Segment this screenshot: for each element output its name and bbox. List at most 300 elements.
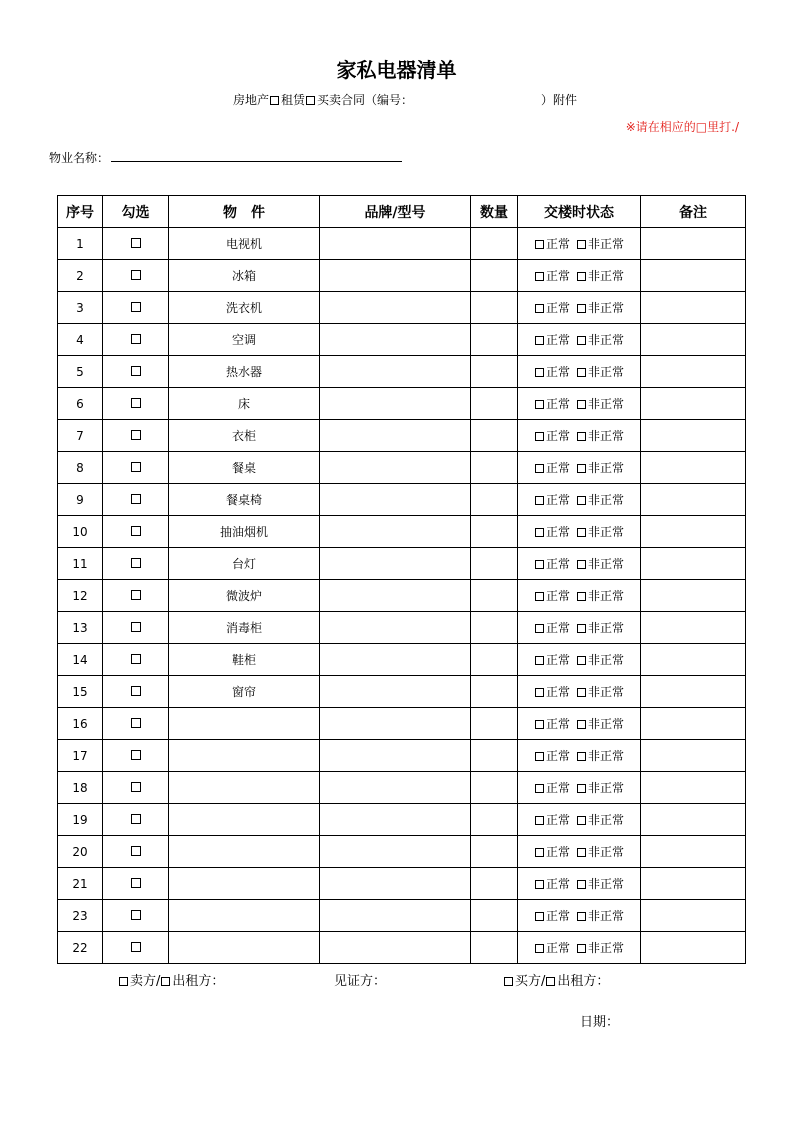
row-checkbox[interactable] [131,654,141,664]
table-row [58,420,746,452]
normal-checkbox[interactable] [535,784,544,793]
row-remarks-cell[interactable] [641,292,746,324]
instruction-note: ※请在相应的□里打./ [625,120,739,134]
row-qty-cell[interactable] [471,804,518,836]
row-item [169,836,320,868]
row-check-cell [103,644,169,676]
row-brand-cell[interactable] [320,388,471,420]
abnormal-checkbox[interactable] [577,944,586,953]
status-abnormal-label: 非正常 [588,397,625,411]
row-status-cell [518,644,641,676]
row-checkbox[interactable] [131,334,141,344]
row-qty-cell[interactable] [471,932,518,964]
row-status-cell [518,900,641,932]
table-row [58,644,746,676]
row-number: 10 [58,516,103,548]
row-qty-cell[interactable] [471,452,518,484]
header-no: 序号 [58,196,103,228]
table-row [58,868,746,900]
row-check-cell [103,772,169,804]
row-status-cell [518,228,641,260]
row-check-cell [103,932,169,964]
abnormal-checkbox[interactable] [577,240,586,249]
row-brand-cell[interactable] [320,260,471,292]
property-name-field[interactable] [111,149,402,162]
row-check-cell [103,484,169,516]
row-brand-cell[interactable] [320,228,471,260]
row-brand-cell[interactable] [320,900,471,932]
row-item: 消毒柜 [169,612,320,644]
row-remarks-cell[interactable] [641,644,746,676]
row-qty-cell[interactable] [471,580,518,612]
status-normal-label: 正常 [545,557,570,571]
row-remarks-cell[interactable] [641,804,746,836]
status-abnormal-label: 非正常 [588,845,625,859]
status-normal-label: 正常 [545,621,570,635]
row-item: 餐桌 [169,452,320,484]
row-status-cell [518,868,641,900]
header-item: 物 件 [169,196,320,228]
row-status-cell [518,740,641,772]
row-checkbox[interactable] [131,398,141,408]
status-abnormal-label: 非正常 [588,301,625,315]
seller-label-b: 出租方： [172,974,225,989]
row-checkbox[interactable] [131,750,141,760]
abnormal-checkbox[interactable] [577,368,586,377]
sale-checkbox[interactable] [306,96,315,105]
row-check-cell [103,228,169,260]
table-row [58,452,746,484]
row-remarks-cell[interactable] [641,580,746,612]
row-brand-cell[interactable] [320,676,471,708]
row-status-cell [518,260,641,292]
row-check-cell [103,708,169,740]
row-number: 15 [58,676,103,708]
row-status-cell [518,484,641,516]
row-checkbox[interactable] [131,270,141,280]
row-status-cell [518,420,641,452]
normal-checkbox[interactable] [535,272,544,281]
row-item: 洗衣机 [169,292,320,324]
normal-checkbox[interactable] [535,720,544,729]
row-number: 19 [58,804,103,836]
inventory-table [57,195,746,964]
status-abnormal-label: 非正常 [588,653,625,667]
table-row [58,484,746,516]
row-check-cell [103,260,169,292]
row-remarks-cell[interactable] [641,708,746,740]
row-number: 13 [58,612,103,644]
row-check-cell [103,900,169,932]
row-checkbox[interactable] [131,526,141,536]
row-item [169,708,320,740]
row-remarks-cell[interactable] [641,740,746,772]
row-item: 电视机 [169,228,320,260]
row-remarks-cell[interactable] [641,932,746,964]
row-item: 微波炉 [169,580,320,612]
row-number: 22 [58,932,103,964]
row-number: 18 [58,772,103,804]
row-status-cell [518,292,641,324]
row-qty-cell[interactable] [471,868,518,900]
row-brand-cell[interactable] [320,484,471,516]
row-brand-cell[interactable] [320,292,471,324]
row-number: 7 [58,420,103,452]
row-remarks-cell[interactable] [641,612,746,644]
abnormal-checkbox[interactable] [577,336,586,345]
abnormal-checkbox[interactable] [577,688,586,697]
table-row [58,804,746,836]
row-number: 21 [58,868,103,900]
row-check-cell [103,740,169,772]
status-normal-label: 正常 [545,845,570,859]
buyer-checkbox[interactable] [504,977,513,986]
row-item: 台灯 [169,548,320,580]
subtitle-opt2: 买卖合同（编号： [317,93,414,107]
abnormal-checkbox[interactable] [577,880,586,889]
status-normal-label: 正常 [545,909,570,923]
row-brand-cell[interactable] [320,836,471,868]
row-qty-cell[interactable] [471,356,518,388]
row-item: 抽油烟机 [169,516,320,548]
abnormal-checkbox[interactable] [577,560,586,569]
status-normal-label: 正常 [545,237,570,251]
row-check-cell [103,804,169,836]
row-check-cell [103,420,169,452]
row-remarks-cell[interactable] [641,484,746,516]
row-checkbox[interactable] [131,878,141,888]
table-row [58,388,746,420]
table-row [58,900,746,932]
lessor-checkbox[interactable] [161,977,170,986]
row-qty-cell[interactable] [471,548,518,580]
row-remarks-cell[interactable] [641,676,746,708]
normal-checkbox[interactable] [535,624,544,633]
row-checkbox[interactable] [131,558,141,568]
row-brand-cell[interactable] [320,772,471,804]
row-remarks-cell[interactable] [641,868,746,900]
row-check-cell [103,324,169,356]
abnormal-checkbox[interactable] [577,656,586,665]
subtitle-prefix: 房地产 [233,93,270,107]
abnormal-checkbox[interactable] [577,592,586,601]
normal-checkbox[interactable] [535,656,544,665]
normal-checkbox[interactable] [535,560,544,569]
row-check-cell [103,388,169,420]
row-qty-cell[interactable] [471,388,518,420]
normal-checkbox[interactable] [535,688,544,697]
status-abnormal-label: 非正常 [588,237,625,251]
row-item [169,804,320,836]
row-checkbox[interactable] [131,590,141,600]
row-status-cell [518,772,641,804]
row-remarks-cell[interactable] [641,548,746,580]
row-checkbox[interactable] [131,366,141,376]
row-checkbox[interactable] [131,462,141,472]
subtitle-suffix: ）附件 [541,93,578,107]
row-remarks-cell[interactable] [641,420,746,452]
seller-signature [118,973,224,991]
status-normal-label: 正常 [545,525,570,539]
row-remarks-cell[interactable] [641,388,746,420]
table-row [58,676,746,708]
normal-checkbox[interactable] [535,848,544,857]
row-status-cell [518,676,641,708]
row-remarks-cell[interactable] [641,772,746,804]
row-remarks-cell[interactable] [641,260,746,292]
row-qty-cell[interactable] [471,228,518,260]
row-number: 1 [58,228,103,260]
row-checkbox[interactable] [131,238,141,248]
row-checkbox[interactable] [131,494,141,504]
row-checkbox[interactable] [131,910,141,920]
table-row [58,708,746,740]
row-brand-cell[interactable] [320,324,471,356]
row-remarks-cell[interactable] [641,452,746,484]
status-abnormal-label: 非正常 [588,781,625,795]
status-normal-label: 正常 [545,749,570,763]
abnormal-checkbox[interactable] [577,816,586,825]
table-row [58,612,746,644]
status-normal-label: 正常 [545,781,570,795]
status-abnormal-label: 非正常 [588,749,625,763]
row-brand-cell[interactable] [320,420,471,452]
status-normal-label: 正常 [545,653,570,667]
row-item [169,868,320,900]
table-row [58,260,746,292]
witness-signature: 见证方： [334,974,387,989]
normal-checkbox[interactable] [535,880,544,889]
normal-checkbox[interactable] [535,368,544,377]
status-abnormal-label: 非正常 [588,941,625,955]
table-row [58,292,746,324]
normal-checkbox[interactable] [535,752,544,761]
row-remarks-cell[interactable] [641,356,746,388]
normal-checkbox[interactable] [535,400,544,409]
status-normal-label: 正常 [545,461,570,475]
abnormal-checkbox[interactable] [577,272,586,281]
abnormal-checkbox[interactable] [577,464,586,473]
row-status-cell [518,452,641,484]
abnormal-checkbox[interactable] [577,400,586,409]
seller-checkbox[interactable] [119,977,128,986]
row-status-cell [518,580,641,612]
row-number: 8 [58,452,103,484]
row-qty-cell[interactable] [471,708,518,740]
row-status-cell [518,548,641,580]
row-checkbox[interactable] [131,430,141,440]
row-remarks-cell[interactable] [641,516,746,548]
row-check-cell [103,292,169,324]
status-normal-label: 正常 [545,941,570,955]
header-check: 勾选 [103,196,169,228]
row-number: 11 [58,548,103,580]
row-number: 6 [58,388,103,420]
row-checkbox[interactable] [131,718,141,728]
table-row [58,228,746,260]
row-qty-cell[interactable] [471,612,518,644]
abnormal-checkbox[interactable] [577,720,586,729]
row-qty-cell[interactable] [471,292,518,324]
row-qty-cell[interactable] [471,516,518,548]
row-status-cell [518,612,641,644]
row-remarks-cell[interactable] [641,836,746,868]
date-label: 日期： [580,1015,620,1030]
row-item [169,740,320,772]
status-abnormal-label: 非正常 [588,333,625,347]
row-number: 2 [58,260,103,292]
row-brand-cell[interactable] [320,580,471,612]
status-normal-label: 正常 [545,717,570,731]
abnormal-checkbox[interactable] [577,304,586,313]
status-abnormal-label: 非正常 [588,813,625,827]
status-normal-label: 正常 [545,333,570,347]
row-check-cell [103,356,169,388]
row-brand-cell[interactable] [320,612,471,644]
row-checkbox[interactable] [131,782,141,792]
row-qty-cell[interactable] [471,900,518,932]
row-brand-cell[interactable] [320,452,471,484]
row-number: 12 [58,580,103,612]
row-check-cell [103,548,169,580]
buyer-signature [503,973,609,991]
table-row [58,356,746,388]
row-brand-cell[interactable] [320,516,471,548]
contract-subtitle [233,92,577,108]
row-brand-cell[interactable] [320,868,471,900]
page-title: 家私电器清单 [336,58,457,82]
table-row [58,836,746,868]
row-status-cell [518,516,641,548]
normal-checkbox[interactable] [535,336,544,345]
normal-checkbox[interactable] [535,592,544,601]
header-status: 交楼时状态 [518,196,641,228]
status-abnormal-label: 非正常 [588,877,625,891]
row-brand-cell[interactable] [320,804,471,836]
row-remarks-cell[interactable] [641,324,746,356]
abnormal-checkbox[interactable] [577,912,586,921]
row-check-cell [103,676,169,708]
normal-checkbox[interactable] [535,816,544,825]
row-remarks-cell[interactable] [641,228,746,260]
abnormal-checkbox[interactable] [577,528,586,537]
row-number: 3 [58,292,103,324]
row-checkbox[interactable] [131,846,141,856]
row-qty-cell[interactable] [471,772,518,804]
abnormal-checkbox[interactable] [577,784,586,793]
normal-checkbox[interactable] [535,912,544,921]
row-qty-cell[interactable] [471,484,518,516]
row-number: 23 [58,900,103,932]
normal-checkbox[interactable] [535,240,544,249]
seller-label-a: 卖方/ [130,974,161,989]
row-qty-cell[interactable] [471,324,518,356]
normal-checkbox[interactable] [535,304,544,313]
status-abnormal-label: 非正常 [588,589,625,603]
row-item: 窗帘 [169,676,320,708]
row-qty-cell[interactable] [471,836,518,868]
row-status-cell [518,356,641,388]
abnormal-checkbox[interactable] [577,432,586,441]
row-checkbox[interactable] [131,814,141,824]
normal-checkbox[interactable] [535,528,544,537]
status-normal-label: 正常 [545,589,570,603]
normal-checkbox[interactable] [535,944,544,953]
status-normal-label: 正常 [545,301,570,315]
row-number: 9 [58,484,103,516]
status-normal-label: 正常 [545,813,570,827]
property-name-label: 物业名称： [49,151,110,165]
property-name-row [49,149,402,166]
row-status-cell [518,836,641,868]
abnormal-checkbox[interactable] [577,848,586,857]
table-row [58,516,746,548]
row-checkbox[interactable] [131,686,141,696]
row-qty-cell[interactable] [471,644,518,676]
subtitle-opt1: 租赁 [281,93,306,107]
status-normal-label: 正常 [545,877,570,891]
normal-checkbox[interactable] [535,496,544,505]
row-qty-cell[interactable] [471,740,518,772]
lessee-checkbox[interactable] [546,977,555,986]
abnormal-checkbox[interactable] [577,496,586,505]
header-brand: 品牌/型号 [320,196,471,228]
lease-checkbox[interactable] [270,96,279,105]
status-abnormal-label: 非正常 [588,525,625,539]
status-normal-label: 正常 [545,397,570,411]
row-brand-cell[interactable] [320,548,471,580]
row-qty-cell[interactable] [471,260,518,292]
row-brand-cell[interactable] [320,932,471,964]
row-checkbox[interactable] [131,302,141,312]
abnormal-checkbox[interactable] [577,752,586,761]
row-brand-cell[interactable] [320,708,471,740]
status-abnormal-label: 非正常 [588,461,625,475]
row-brand-cell[interactable] [320,644,471,676]
row-number: 14 [58,644,103,676]
row-status-cell [518,388,641,420]
row-check-cell [103,868,169,900]
row-status-cell [518,324,641,356]
normal-checkbox[interactable] [535,464,544,473]
row-check-cell [103,516,169,548]
row-number: 16 [58,708,103,740]
table-row [58,932,746,964]
row-number: 5 [58,356,103,388]
status-abnormal-label: 非正常 [588,365,625,379]
row-brand-cell[interactable] [320,356,471,388]
normal-checkbox[interactable] [535,432,544,441]
row-status-cell [518,932,641,964]
abnormal-checkbox[interactable] [577,624,586,633]
table-row [58,324,746,356]
row-check-cell [103,612,169,644]
status-normal-label: 正常 [545,269,570,283]
status-abnormal-label: 非正常 [588,429,625,443]
row-qty-cell[interactable] [471,676,518,708]
row-brand-cell[interactable] [320,740,471,772]
row-qty-cell[interactable] [471,420,518,452]
buyer-label-a: 买方/ [515,974,546,989]
status-abnormal-label: 非正常 [588,269,625,283]
row-checkbox[interactable] [131,942,141,952]
row-item: 衣柜 [169,420,320,452]
row-checkbox[interactable] [131,622,141,632]
header-remarks: 备注 [641,196,746,228]
row-item: 餐桌椅 [169,484,320,516]
row-remarks-cell[interactable] [641,900,746,932]
row-check-cell [103,580,169,612]
